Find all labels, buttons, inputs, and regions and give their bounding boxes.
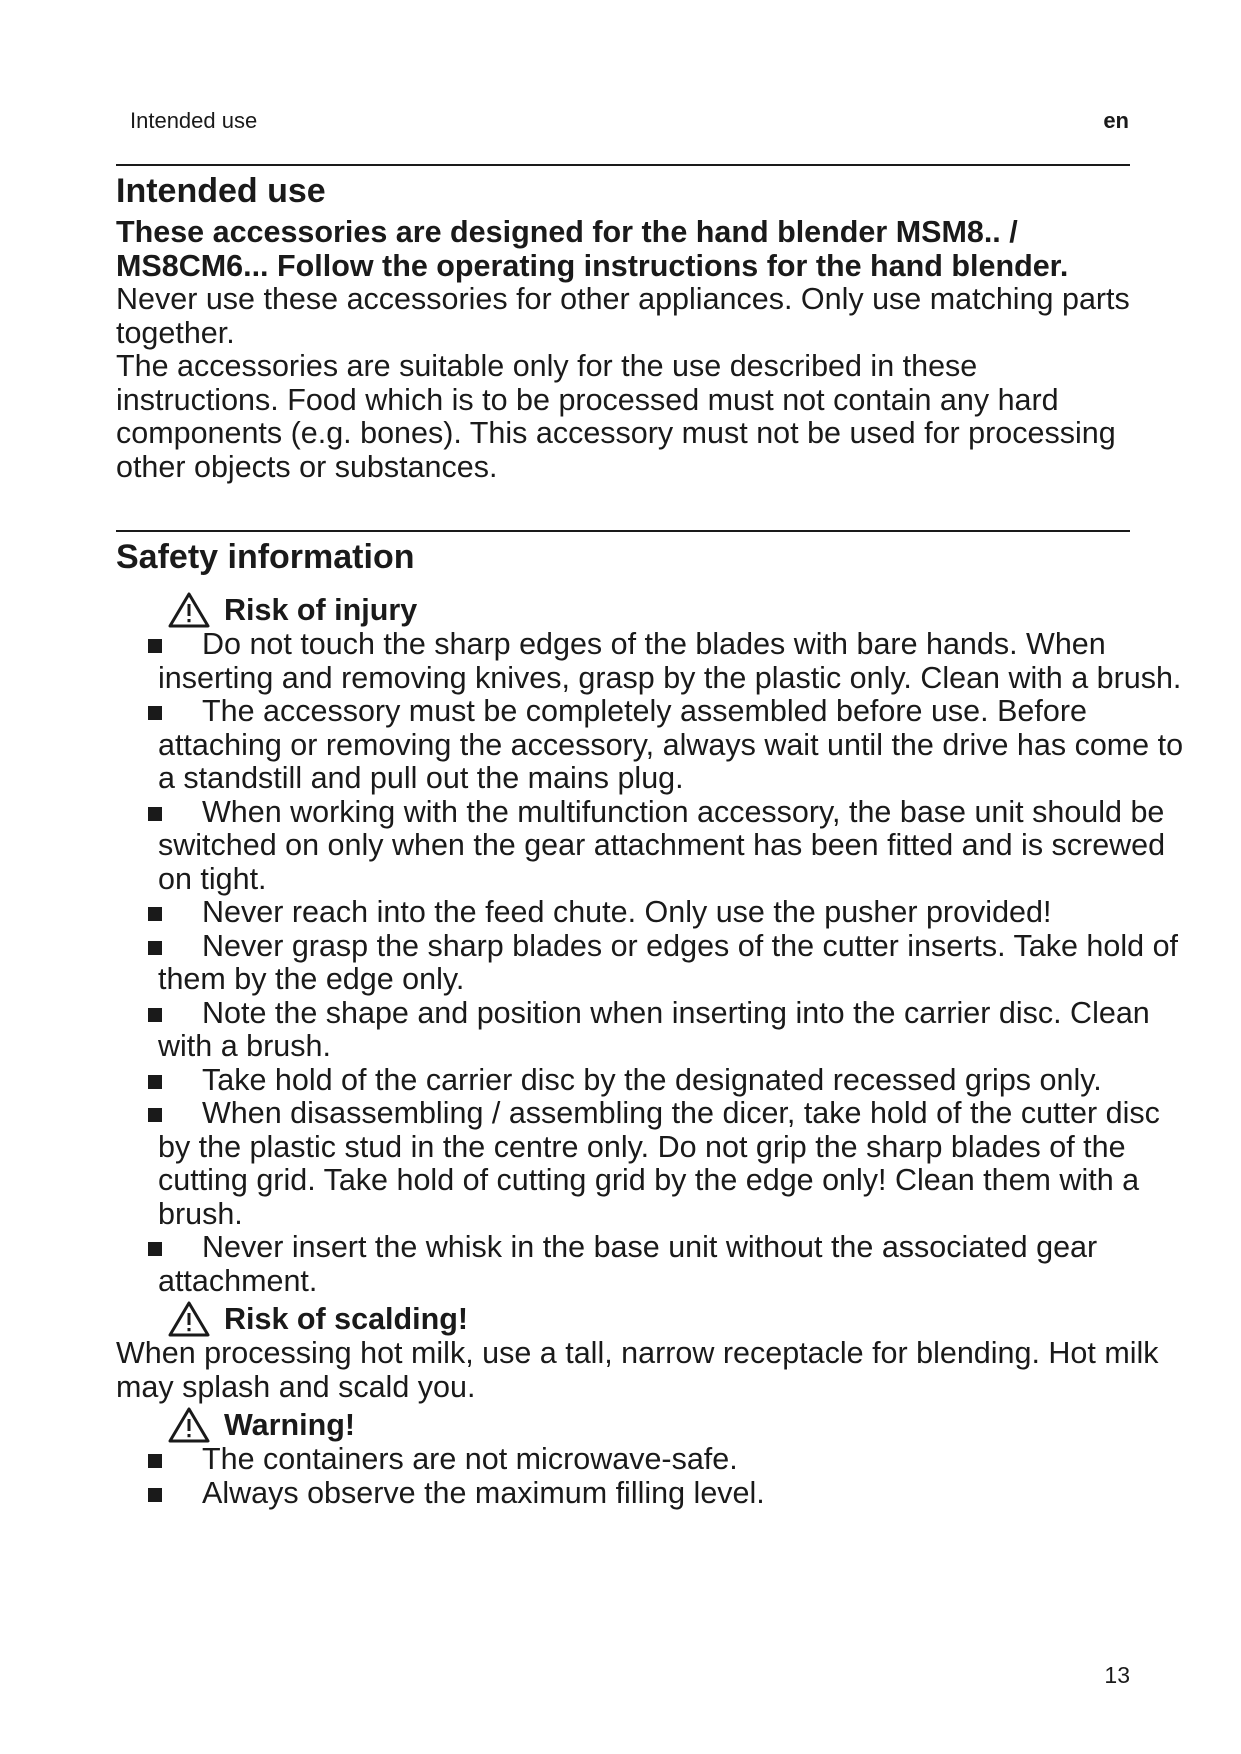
scalding-warning-heading [168,1301,1186,1337]
bullet-square-icon [148,807,162,821]
list-item: The containers are not microwave-safe. [116,1443,1186,1477]
bullet-square-icon [148,1108,162,1122]
warning-triangle-icon [168,1407,210,1443]
intended-use-lead: These accessories are designed for the hand blender MSM8.. / MS8CM6... Follow the operating instructions for the hand blender. [116,215,1069,283]
general-warning-label: Warning! [224,1408,356,1442]
scalding-warning-label: Risk of scalding! [224,1302,469,1336]
injury-warning-heading [168,592,1186,628]
bullet-square-icon [148,1454,162,1468]
page-number: 13 [1104,1662,1130,1688]
section-divider-top [116,164,1130,166]
general-warning-heading [168,1407,1186,1443]
list-item: Take hold of the carrier disc by the designated recessed grips only. [116,1064,1186,1098]
list-item: Never grasp the sharp blades or edges of the cutter inserts. Take hold of them by the edge only. [116,930,1186,997]
warning-triangle-icon [168,592,210,628]
bullet-square-icon [148,639,162,653]
safety-title: Safety information [116,538,415,576]
list-item: Do not touch the sharp edges of the blades with bare hands. When inserting and removing knives, grasp by the plastic only. Clean with a brush. [116,628,1186,695]
list-item: When working with the multifunction accessory, the base unit should be switched on only when the gear attachment has been fitted and is screwed on tight. [116,796,1186,897]
intended-use-title: Intended use [116,172,326,210]
header-section-title: Intended use [130,108,258,133]
bullet-square-icon [148,1075,162,1089]
list-item: Note the shape and position when inserting into the carrier disc. Clean with a brush. [116,997,1186,1064]
bullet-square-icon [148,706,162,720]
scalding-warning-text: When processing hot milk, use a tall, narrow receptacle for blending. Hot milk may splash and scald you. [116,1336,1159,1404]
bullet-square-icon [148,1242,162,1256]
warning-triangle-icon [168,1301,210,1337]
list-item: When disassembling / assembling the dicer, take hold of the cutter disc by the plastic stud in the centre only. Do not grip the sharp blades of the cutting grid. Take hold of cutting grid by the edge only! Clean them with a brush. [116,1097,1186,1231]
list-item: Never reach into the feed chute. Only use the pusher provided! [116,896,1186,930]
intended-use-paragraph-2: The accessories are suitable only for the use described in these instructions. Food which is to be processed must not contain any hard components (e.g. bones). This accessory must not be used for processing other objects or substances. [116,349,1116,484]
bullet-square-icon [148,907,162,921]
section-divider-safety [116,530,1130,532]
list-item: Always observe the maximum filling level. [116,1477,1186,1511]
header-language-code: en [1103,108,1129,133]
injury-list [116,628,1186,1298]
safety-body [116,592,1186,1510]
running-header [130,106,1129,136]
list-item: Never insert the whisk in the base unit without the associated gear attachment. [116,1231,1186,1298]
injury-warning-label: Risk of injury [224,593,418,627]
bullet-square-icon [148,1008,162,1022]
intended-use-body [116,216,1146,484]
list-item: The accessory must be completely assembled before use. Before attaching or removing the accessory, always wait until the drive has come to a standstill and pull out the mains plug. [116,695,1186,796]
bullet-square-icon [148,941,162,955]
bullet-square-icon [148,1488,162,1502]
intended-use-paragraph-1: Never use these accessories for other appliances. Only use matching parts together. [116,282,1130,350]
warning-list [116,1443,1186,1510]
